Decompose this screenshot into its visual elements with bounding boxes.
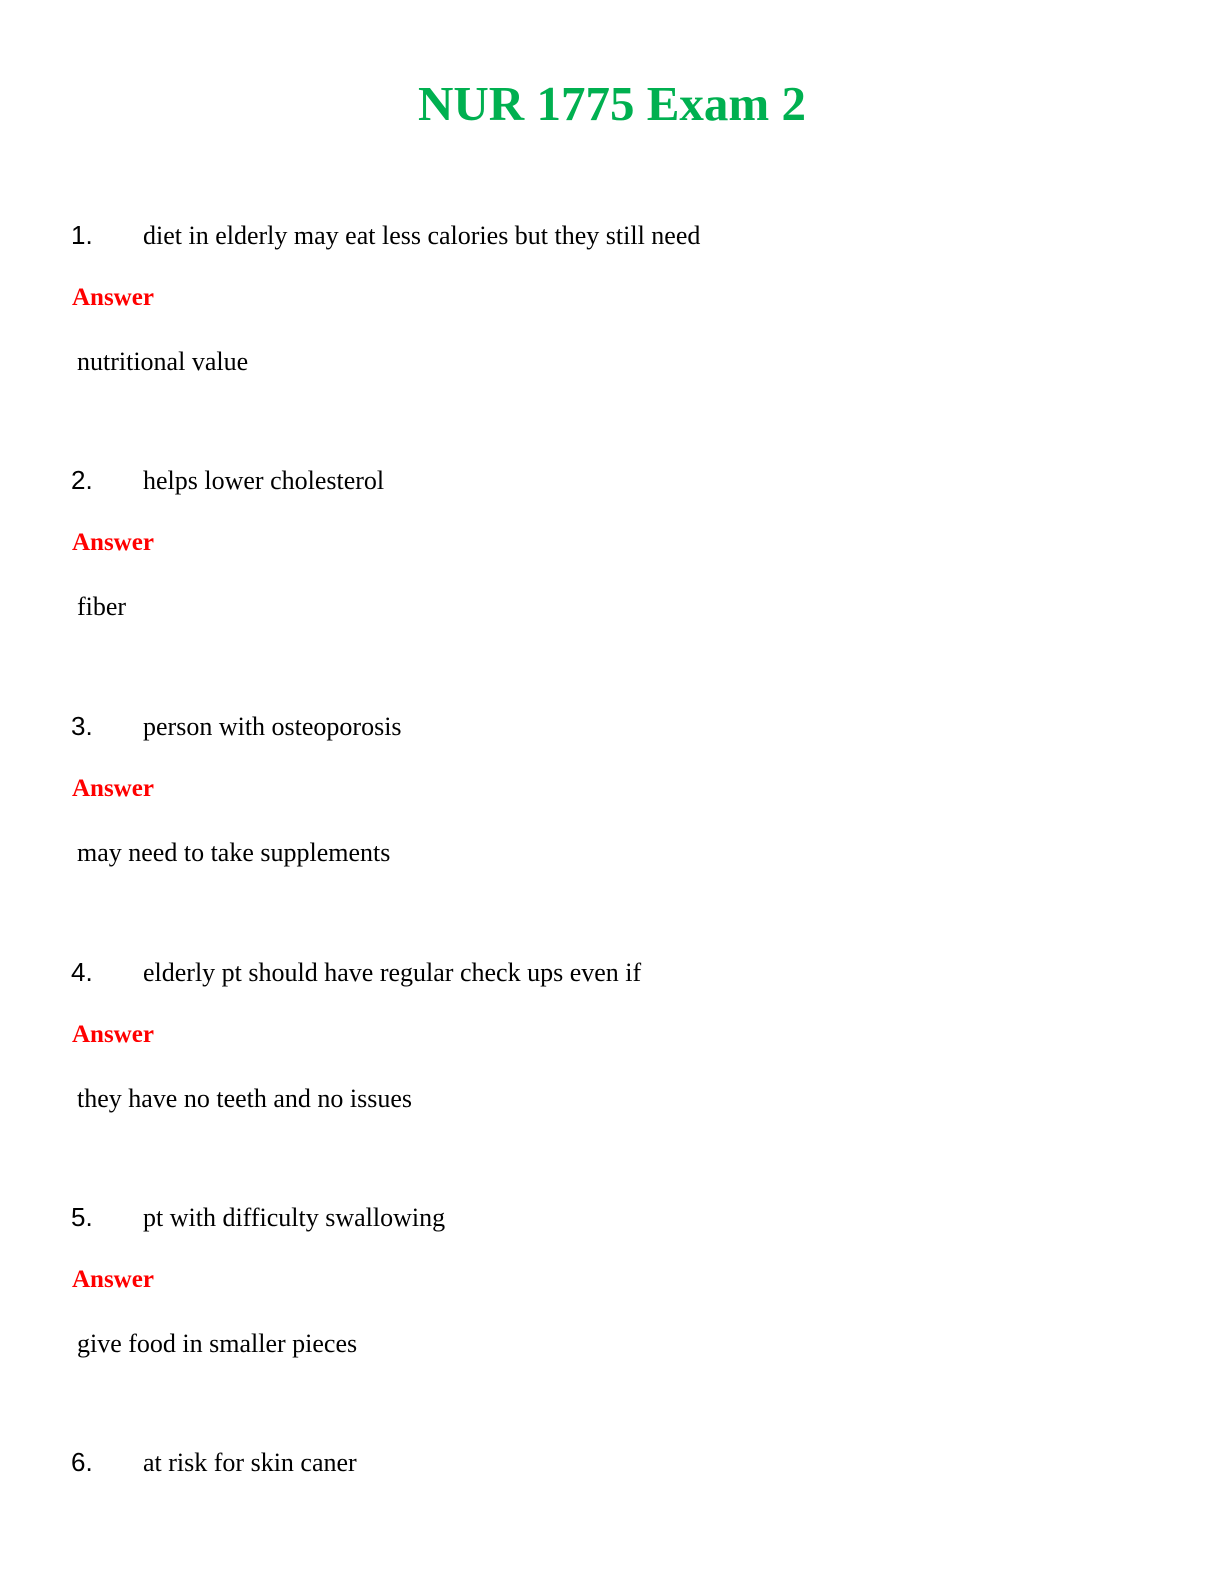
question-text: pt with difficulty swallowing: [143, 1203, 446, 1232]
question-block-3: [0, 710, 1224, 910]
answer-text: fiber: [77, 592, 127, 621]
answer-label: Answer: [72, 529, 154, 556]
question-text: helps lower cholesterol: [143, 466, 385, 495]
question-block-6: [0, 1446, 1224, 1506]
answer-text: may need to take supplements: [77, 838, 391, 867]
question-number: 5.: [71, 1202, 93, 1232]
document-title: NUR 1775 Exam 2: [418, 76, 806, 131]
question-number: 6.: [71, 1447, 93, 1477]
question-block-5: [0, 1201, 1224, 1401]
answer-label: Answer: [72, 284, 154, 311]
answer-label: Answer: [72, 775, 154, 802]
question-number: 1.: [71, 220, 93, 250]
answer-text: they have no teeth and no issues: [77, 1084, 413, 1113]
question-text: elderly pt should have regular check ups even if: [143, 958, 642, 987]
question-block-1: [0, 219, 1224, 419]
answer-text: nutritional value: [77, 347, 249, 376]
question-text: person with osteoporosis: [143, 712, 402, 741]
question-number: 4.: [71, 957, 93, 987]
answer-text: give food in smaller pieces: [77, 1329, 358, 1358]
answer-label: Answer: [72, 1266, 154, 1293]
question-text: diet in elderly may eat less calories but they still need: [143, 221, 701, 250]
answer-label: Answer: [72, 1021, 154, 1048]
question-block-2: [0, 464, 1224, 664]
question-number: 3.: [71, 711, 93, 741]
question-block-4: [0, 956, 1224, 1156]
question-text: at risk for skin caner: [143, 1448, 357, 1477]
question-number: 2.: [71, 465, 93, 495]
